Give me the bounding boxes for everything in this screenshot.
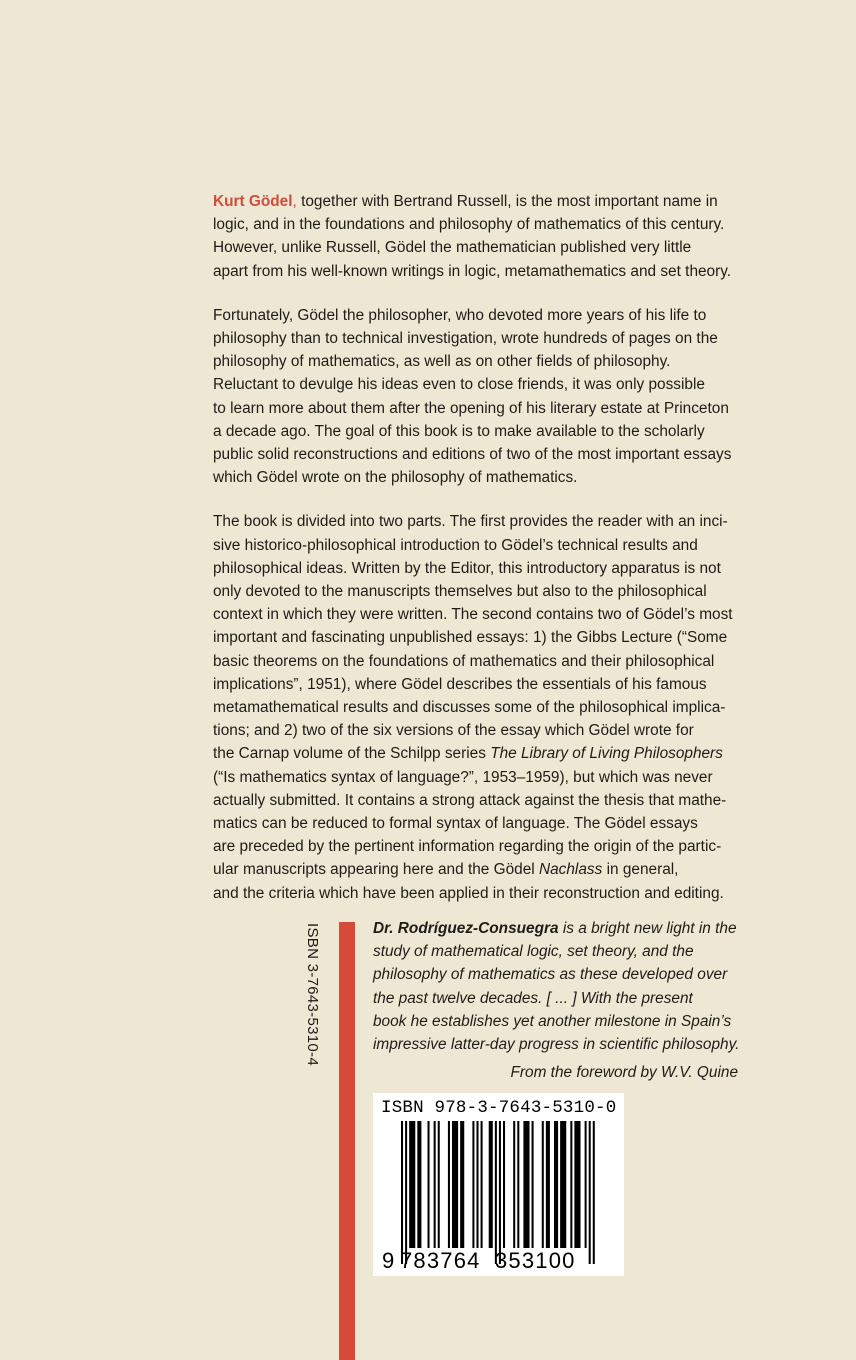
barcode-guard-bar	[589, 1121, 591, 1264]
text-line: ular manuscripts appearing here and the Gödel Nachlass in general,	[213, 861, 679, 879]
text-line: The book is divided into two parts. The first provides the reader with an inci-	[213, 513, 728, 531]
text-line: implications”, 1951), where Gödel describes the essentials of his famous	[213, 675, 707, 693]
barcode-bar	[546, 1121, 550, 1248]
barcode-bar	[574, 1121, 580, 1248]
blurb-paragraph-1: Kurt Gödel, together with Bertrand Russell, is the most important name in logic, and in the foundations and philosophy of mathematics of this century. However, unlike Russell, Gödel the mathematician published very little apart from his well-known writings in logic, metamathematics and set theory.	[213, 190, 753, 283]
text-line: a decade ago. The goal of this book is to make available to the scholarly	[213, 422, 705, 440]
barcode-bar	[438, 1121, 440, 1248]
barcode-bar	[570, 1121, 572, 1248]
quote-author: Dr. Rodríguez-Consuegra	[373, 920, 559, 937]
text-line: metamathematical results and discusses some of the philosophical implica-	[213, 699, 726, 717]
barcode-bar	[472, 1121, 474, 1248]
back-cover-blurb	[213, 190, 753, 926]
barcode-bar	[532, 1121, 534, 1248]
barcode-guard-bar	[401, 1121, 403, 1264]
barcode-bar	[523, 1121, 529, 1248]
barcode-bar	[585, 1121, 587, 1248]
text-line: (“Is mathematics syntax of language?”, 1953–1959), but which was never	[213, 768, 713, 786]
text-line: basic theorems on the foundations of mathematics and their philosophical	[213, 652, 715, 670]
text-line: and the criteria which have been applied in their reconstruction and editing.	[213, 884, 724, 902]
text-line: tions; and 2) two of the six versions of the essay which Gödel wrote for	[213, 722, 694, 740]
barcode-first-digit: 9	[382, 1248, 395, 1273]
barcode-bar	[513, 1121, 515, 1248]
text-line: However, unlike Russell, Gödel the mathematician published very little	[213, 239, 692, 257]
barcode-bar	[560, 1121, 566, 1248]
barcode-bar	[409, 1121, 415, 1248]
barcode	[373, 1093, 624, 1276]
author-name: Kurt Gödel	[213, 193, 293, 210]
barcode-bar	[517, 1121, 519, 1248]
text-line: only devoted to the manuscripts themselves but also to the philosophical	[213, 583, 707, 601]
barcode-guard-bar	[593, 1121, 595, 1264]
barcode-bar	[434, 1121, 436, 1248]
nachlass-word: Nachlass	[538, 861, 603, 879]
text-line: which Gödel wrote on the philosophy of mathematics.	[213, 469, 578, 487]
spine-isbn: ISBN 3-7643-5310-4	[304, 923, 321, 1066]
barcode-right-group: 353100	[495, 1248, 576, 1273]
barcode-guard-bar	[499, 1121, 501, 1264]
barcode-bar	[452, 1121, 458, 1248]
text-line: Fortunately, Gödel the philosopher, who devoted more years of his life to	[213, 306, 707, 324]
barcode-bar	[417, 1121, 421, 1248]
blurb-paragraph-2	[213, 304, 753, 490]
quote-line: the past twelve decades. [ ... ] With the present	[373, 989, 693, 1007]
text-line: apart from his well-known writings in logic, metamathematics and set theory.	[213, 262, 732, 280]
barcode-bar	[542, 1121, 544, 1248]
red-accent-bar	[339, 922, 355, 1360]
text-line: context in which they were written. The second contains two of Gödel’s most	[213, 606, 733, 624]
text-line: public solid reconstructions and editions of two of the most important essays	[213, 446, 732, 464]
quote-line: impressive latter-day progress in scientific philosophy.	[373, 1036, 740, 1054]
barcode-bar	[489, 1121, 493, 1248]
barcode-bar	[428, 1121, 430, 1248]
text-line: matics can be reduced to formal syntax of language. The Gödel essays	[213, 815, 698, 833]
isbn13-label: ISBN 978-3-7643-5310-0	[381, 1098, 617, 1118]
text-line: sive historico-philosophical introduction to Gödel’s technical results and	[213, 536, 698, 554]
barcode-guard-bar	[405, 1121, 407, 1264]
text-line: Reluctant to devulge his ideas even to close friends, it was only possible	[213, 376, 705, 394]
quote-line: philosophy of mathematics as these developed over	[373, 966, 728, 984]
barcode-bar	[481, 1121, 483, 1248]
blurb-paragraph-3	[213, 510, 753, 904]
text-line: philosophy than to technical investigation, wrote hundreds of pages on the	[213, 330, 718, 348]
text-line: are preceded by the pertinent information regarding the origin of the partic-	[213, 838, 722, 856]
barcode-guard-bar	[495, 1121, 497, 1264]
series-title: The Library of Living Philosophers	[490, 745, 723, 763]
quote-line: study of mathematical logic, set theory, and the	[373, 943, 694, 961]
text-line: important and fascinating unpublished essays: 1) the Gibbs Lecture (“Some	[213, 629, 728, 647]
quote-line: book he establishes yet another milestone in Spain’s	[373, 1012, 732, 1030]
text-line: philosophical ideas. Written by the Editor, this introductory apparatus is not	[213, 559, 721, 577]
barcode-bar	[554, 1121, 558, 1248]
text-line: the Carnap volume of the Schilpp series The Library of Living Philosophers	[213, 745, 723, 763]
text-line: logic, and in the foundations and philosophy of mathematics of this century.	[213, 216, 725, 234]
barcode-bar	[460, 1121, 464, 1248]
barcode-bar	[448, 1121, 450, 1248]
text-line: to learn more about them after the opening of his literary estate at Princeton	[213, 399, 729, 417]
barcode-bar	[476, 1121, 478, 1248]
barcode-left-group: 783764	[400, 1248, 481, 1273]
text-line: philosophy of mathematics, as well as on other fields of philosophy.	[213, 353, 671, 371]
barcode-bar	[503, 1121, 505, 1248]
review-quote: Dr. Rodríguez-Consuegra is a bright new light in the study of mathematical logic, set theory, and the philosophy of mathematics as these developed over the past twelve decades. [ ... ] With the present book he establishes yet another milestone in Spain’s impressive latter-day progress in scientific philosophy.	[373, 917, 753, 1056]
text-line: actually submitted. It contains a strong attack against the thesis that mathe-	[213, 791, 727, 809]
quote-attribution: From the foreword by W.V. Quine	[510, 1064, 738, 1081]
